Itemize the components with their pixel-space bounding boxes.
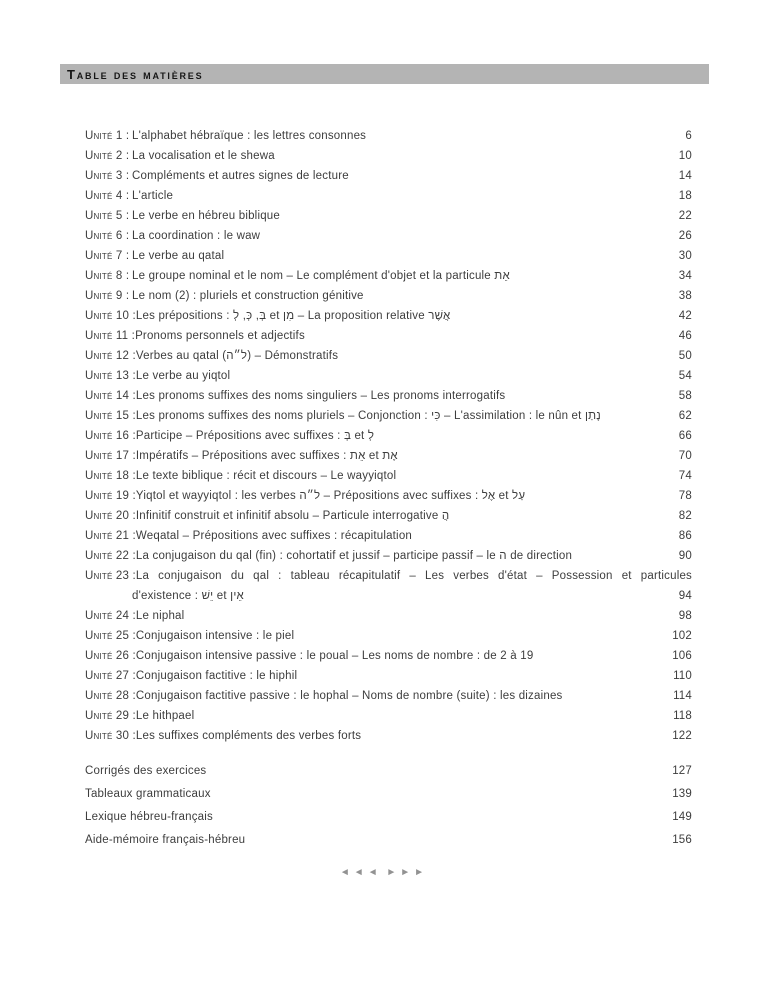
toc-entry-title: Compléments et autres signes de lecture [132,170,349,182]
toc-entry-label: Unité 12 : [85,350,136,362]
toc-entry-title: Les suffixes compléments des verbes forts [135,730,362,742]
toc-entry-title: La coordination : le waw [132,230,261,242]
toc-entry-label: Unité 27 : [85,670,136,682]
toc-entry[interactable] [85,246,692,266]
toc-entry-label: Unité 4 : [85,190,130,202]
toc-entry-label: Unité 14 : [85,390,136,402]
toc-entry-label: Unité 10 : [85,310,136,322]
toc-entry-page-number: 38 [678,290,692,302]
toc-entry-page-number: 82 [678,510,692,522]
toc-entry-page-number: 86 [678,530,692,542]
toc-entry-title: Les prépositions : בְּ, כְּ, לְ et מִן – La proposition relative אֲשֶׁר [135,310,451,322]
toc-entry-label: Unité 24 : [85,610,136,622]
toc-entry-title: L'article [132,190,174,202]
toc-entry-page-number: 78 [678,490,692,502]
toc-entry-label: Unité 16 : [85,430,136,442]
toc-entry-title: Le hithpael [135,710,195,722]
toc-entry-label: Unité 26 : [85,650,136,662]
toc-entry[interactable] [85,126,692,146]
toc-entry[interactable] [85,266,692,286]
toc-extra-page-number: 127 [672,765,692,777]
toc-entry-page-number: 30 [678,250,692,262]
toc-extra-entry[interactable] [85,829,692,852]
toc-entry[interactable] [85,286,692,306]
toc-entry-title: Le groupe nominal et le nom – Le complément d'objet et la particule אֵת [132,270,510,282]
toc-entry[interactable] [85,326,692,346]
toc-entry-title: Le nom (2) : pluriels et construction génitive [132,290,364,302]
toc-entry-label: Unité 22 : [85,550,136,562]
toc-entry-page-number: 94 [678,590,692,602]
toc-entry-page-number: 66 [678,430,692,442]
toc-entry[interactable] [85,226,692,246]
toc-entry-label: Unité 9 : [85,290,130,302]
toc-entry-page-number: 10 [678,150,692,162]
toc-entry[interactable] [85,506,692,526]
toc-entry-page-number: 114 [673,690,692,702]
toc-entry-label: Unité 1 : [85,130,130,142]
toc-extra-entry[interactable] [85,783,692,806]
toc-entry-title: Yiqtol et wayyiqtol : les verbes ל״ה – Prépositions avec suffixes : אֶל et עַל [135,490,526,502]
toc-entry-title-continuation: d'existence : יֵשׁ et אֵין [132,590,244,602]
page-title: Table des matières [67,66,204,82]
toc-entry[interactable] [85,466,692,486]
toc-entry[interactable] [85,146,692,166]
toc-entry-title: Les pronoms suffixes des noms pluriels – Conjonction : כִּי – L'assimilation : le nûn et נָתַן [135,410,601,422]
toc-entry-page-number: 106 [672,650,692,662]
toc-extra-title: Aide-mémoire français-hébreu [85,834,246,846]
toc-entry-page-number: 34 [678,270,692,282]
toc-entry-label: Unité 15 : [85,410,136,422]
toc-entry[interactable] [85,366,692,386]
toc-entry-title: Les pronoms suffixes des noms singuliers – Les pronoms interrogatifs [135,390,506,402]
next-pages-icon[interactable]: ►►► [386,867,429,878]
toc-entry-page-number: 14 [678,170,692,182]
toc-entry-title: Conjugaison intensive : le piel [135,630,295,642]
toc-entry-page-number: 50 [678,350,692,362]
toc-entry[interactable] [85,186,692,206]
toc-entry[interactable] [85,546,692,566]
toc-entry-title: La conjugaison du qal : tableau récapitulatif – Les verbes d'état – Possession et particules [135,570,692,582]
toc-entry[interactable] [85,526,692,546]
toc-entry-label: Unité 21 : [85,530,136,542]
toc-entry-page-number: 62 [678,410,692,422]
toc-entry[interactable] [85,166,692,186]
toc-entry-title: Impératifs – Prépositions avec suffixes : אֵת et אֶת [135,450,398,462]
toc-entry[interactable] [85,306,692,326]
toc-entry-title: Verbes au qatal (ל״ה) – Démonstratifs [135,350,339,362]
toc-entry-page-number: 6 [685,130,692,142]
toc-entry-title: Weqatal – Prépositions avec suffixes : récapitulation [135,530,413,542]
toc-entry-label: Unité 8 : [85,270,130,282]
toc-entry-page-number: 58 [678,390,692,402]
pager [0,866,768,880]
toc-entry[interactable] [85,606,692,626]
toc-entry[interactable] [85,426,692,446]
toc-entry-label: Unité 25 : [85,630,136,642]
prev-pages-icon[interactable]: ◄◄◄ [339,867,382,878]
toc-entry-page-number: 74 [678,470,692,482]
toc-entry-page-number: 22 [678,210,692,222]
toc-entry-label: Unité 18 : [85,470,136,482]
toc-entry[interactable] [85,646,692,666]
toc-entry-page-number: 90 [678,550,692,562]
toc-entry-label: Unité 11 : [85,330,136,342]
toc-entry-page-number: 54 [678,370,692,382]
toc-entry-page-number: 102 [672,630,692,642]
toc-extra-entry[interactable] [85,806,692,829]
toc-entry[interactable] [85,346,692,366]
toc-entry-label: Unité 6 : [85,230,130,242]
toc-entry-label: Unité 20 : [85,510,136,522]
toc-extra-title: Corrigés des exercices [85,765,207,777]
toc-entry-label: Unité 19 : [85,490,136,502]
toc-entry[interactable] [85,566,692,606]
toc-entry-title: Le verbe au yiqtol [135,370,231,382]
toc-extra-entry[interactable] [85,760,692,783]
toc-entry-title: Conjugaison factitive : le hiphil [135,670,298,682]
toc-entry-label: Unité 3 : [85,170,130,182]
toc-entry-title: Pronoms personnels et adjectifs [135,330,305,342]
toc-entry[interactable] [85,686,692,706]
toc-entry[interactable] [85,626,692,646]
toc-entry-title: L'alphabet hébraïque : les lettres consonnes [132,130,367,142]
toc-entry-page-number: 46 [678,330,692,342]
toc-entry-page-number: 26 [678,230,692,242]
toc-entry-page-number: 98 [678,610,692,622]
toc-extra-page-number: 139 [672,788,692,800]
toc-extra-title: Tableaux grammaticaux [85,788,211,800]
toc-entry-title: Participe – Prépositions avec suffixes : בְּ et לְ [135,430,375,442]
page-header-bar [60,64,709,84]
toc-entry[interactable] [85,666,692,686]
toc-entry-page-number: 18 [678,190,692,202]
toc-entry-title: La conjugaison du qal (fin) : cohortatif et jussif – participe passif – le ה de direction [135,550,573,562]
toc-entry-label: Unité 28 : [85,690,136,702]
toc-entry[interactable] [85,446,692,466]
toc-entry-title: Conjugaison intensive passive : le poual – Les noms de nombre : de 2 à 19 [135,650,534,662]
toc-entry-label: Unité 2 : [85,150,130,162]
toc-extras [85,760,692,852]
toc-entry-label: Unité 7 : [85,250,130,262]
toc-extra-page-number: 156 [672,834,692,846]
toc-entry-label: Unité 13 : [85,370,136,382]
toc-entry-page-number: 70 [678,450,692,462]
toc-entry[interactable] [85,386,692,406]
toc-entry[interactable] [85,406,692,426]
toc-entry-label: Unité 29 : [85,710,136,722]
toc-entry-page-number: 42 [678,310,692,322]
toc-entry[interactable] [85,706,692,726]
toc-entry[interactable] [85,486,692,506]
toc-entry-title: Conjugaison factitive passive : le hophal – Noms de nombre (suite) : les dizaines [135,690,563,702]
toc-entry-title: Le texte biblique : récit et discours – Le wayyiqtol [135,470,397,482]
toc-list [85,126,692,746]
toc-entry-page-number: 110 [673,670,692,682]
toc-entry[interactable] [85,206,692,226]
toc-entry-label: Unité 23 : [85,570,136,582]
toc-extra-title: Lexique hébreu-français [85,811,213,823]
toc-entry-label: Unité 17 : [85,450,136,462]
toc-entry-label: Unité 5 : [85,210,130,222]
toc-entry-page-number: 122 [672,730,692,742]
toc-entry-page-number: 118 [673,710,692,722]
toc-entry-title: Le verbe au qatal [132,250,225,262]
toc-entry-title: Le verbe en hébreu biblique [132,210,280,222]
toc-entry[interactable] [85,726,692,746]
toc-entry-title: La vocalisation et le shewa [132,150,275,162]
toc-entry-title: Le niphal [135,610,185,622]
toc-entry-title: Infinitif construit et infinitif absolu – Particule interrogative הֲ [135,510,450,522]
toc-entry-label: Unité 30 : [85,730,136,742]
toc-extra-page-number: 149 [672,811,692,823]
